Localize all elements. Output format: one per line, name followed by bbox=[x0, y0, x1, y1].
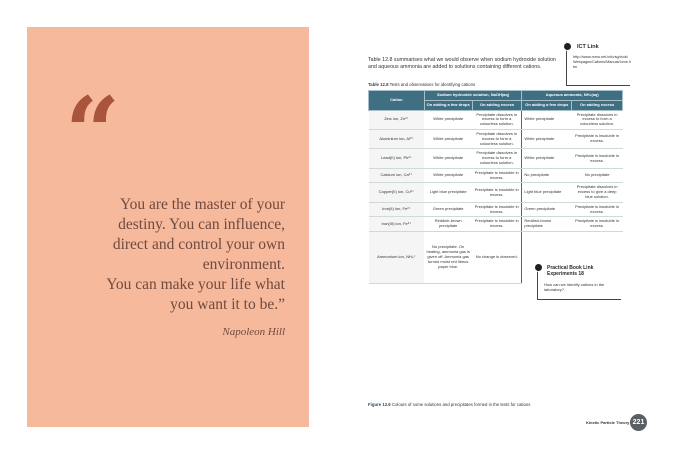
cell-naoh-few: Green precipitate bbox=[424, 202, 472, 217]
practical-title: Practical Book Link Experiments 18 bbox=[547, 265, 594, 277]
ict-title: ICT Link bbox=[577, 44, 599, 50]
cell-naoh-excess: No change is observed. bbox=[472, 231, 522, 283]
quote-line: destiny. You can influence, bbox=[118, 216, 285, 233]
quote-line: you want it to be.” bbox=[170, 296, 285, 313]
quote-text bbox=[45, 195, 285, 315]
page-number: 221 bbox=[630, 414, 647, 431]
cell-naoh-excess: Precipitate is insoluble in excess. bbox=[472, 217, 522, 232]
figure-caption-number: Figure 12.6 bbox=[368, 402, 391, 407]
header-nh3-excess: On adding excess bbox=[572, 100, 623, 110]
cell-nh3-few: No precipitate bbox=[522, 168, 572, 183]
header-nh3-few: On adding a few drops bbox=[522, 100, 572, 110]
cell-naoh-excess: Precipitate is insoluble in excess. bbox=[472, 202, 522, 217]
cell-nh3-excess: Precipitate dissolves in excess to form a colourless solution. bbox=[572, 110, 623, 129]
cell-cation: Iron(II) ion, Fe²⁺ bbox=[369, 202, 425, 217]
table-row bbox=[369, 183, 623, 202]
cell-naoh-few: White precipitate bbox=[424, 168, 472, 183]
table-row bbox=[369, 129, 623, 148]
cell-cation: Lead(II) ion, Pb²⁺ bbox=[369, 149, 425, 168]
cell-nh3-excess: Precipitate is insoluble in excess. bbox=[572, 202, 623, 217]
cell-cation: Ammonium ion, NH₄⁺ bbox=[369, 231, 425, 283]
table-row bbox=[369, 110, 623, 129]
cell-cation: Calcium ion, Ca²⁺ bbox=[369, 168, 425, 183]
cell-naoh-few: Reddish-brown precipitate bbox=[424, 217, 472, 232]
quote-mark: “ bbox=[65, 76, 121, 189]
intro-paragraph: Table 12.8 summarises what we would observe when sodium hydroxide solution and aqueous ammonia are added to solutions containing different cations. bbox=[368, 57, 556, 70]
cell-nh3-excess: No precipitate bbox=[572, 168, 623, 183]
quote-author: Napoleon Hill bbox=[222, 326, 285, 338]
quote-line: You can make your life what bbox=[106, 276, 285, 293]
header-cation: Cation bbox=[369, 91, 425, 111]
cell-naoh-excess: Precipitate is insoluble in excess. bbox=[472, 168, 522, 183]
table-row bbox=[369, 149, 623, 168]
header-nh3: Aqueous ammonia, NH₃(aq) bbox=[522, 91, 623, 101]
table-row bbox=[369, 217, 623, 232]
cell-naoh-few: White precipitate bbox=[424, 129, 472, 148]
cell-nh3-excess: Precipitate is insoluble in excess. bbox=[572, 217, 623, 232]
cell-cation: Zinc ion, Zn²⁺ bbox=[369, 110, 425, 129]
cell-naoh-excess: Precipitate dissolves in excess to form a colourless solution. bbox=[472, 149, 522, 168]
cell-cation: Aluminium ion, Al³⁺ bbox=[369, 129, 425, 148]
header-naoh-few: On adding a few drops bbox=[424, 100, 472, 110]
cell-nh3-excess: Precipitate is insoluble in excess. bbox=[572, 129, 623, 148]
table-row bbox=[369, 168, 623, 183]
cell-nh3-few: White precipitate bbox=[522, 149, 572, 168]
practical-question: How can we identify cations in the laboratory? bbox=[544, 282, 605, 292]
quote-line: You are the master of your bbox=[119, 196, 285, 213]
practical-icon bbox=[534, 263, 543, 272]
cell-naoh-excess: Precipitate is insoluble in excess. bbox=[472, 183, 522, 202]
cell-naoh-excess: Precipitate dissolves in excess to form a colourless solution. bbox=[472, 129, 522, 148]
cell-nh3-few: White precipitate bbox=[522, 110, 572, 129]
header-naoh-excess: On adding excess bbox=[472, 100, 522, 110]
running-head: Kinetic Particle Theory bbox=[586, 420, 630, 425]
cell-cation: Iron(III) ion, Fe³⁺ bbox=[369, 217, 425, 232]
cation-table bbox=[368, 90, 623, 284]
cell-nh3-excess: Precipitate dissolves in excess to give a deep blue solution. bbox=[572, 183, 623, 202]
figure-caption bbox=[368, 402, 530, 407]
cell-naoh-few: No precipitate. On heating, ammonia gas is given off. Ammonia gas turned moist red litmus paper blue. bbox=[424, 231, 472, 283]
ict-url[interactable]: http://www.rsmu.net.info/sg/ctob/Webpages/Cations/Manual/Lime.htm bbox=[573, 55, 631, 69]
figure-caption-text: Colours of some solutions and precipitates formed in the tests for cations bbox=[391, 402, 531, 407]
table-caption-text: Tests and observations for identifying cations bbox=[389, 82, 476, 87]
cell-nh3-few: White precipitate bbox=[522, 129, 572, 148]
cell-nh3-few: Green precipitate bbox=[522, 202, 572, 217]
header-naoh: Sodium hydroxide solution, NaOH(aq) bbox=[424, 91, 522, 101]
quote-line: direct and control your own bbox=[112, 236, 285, 253]
cell-nh3-few: Reddish-brown precipitate bbox=[522, 217, 572, 232]
cell-naoh-few: White precipitate bbox=[424, 149, 472, 168]
cell-naoh-excess: Precipitate dissolves in excess to form a colourless solution. bbox=[472, 110, 522, 129]
cell-nh3-excess: Precipitate is insoluble in excess. bbox=[572, 149, 623, 168]
cell-naoh-few: White precipitate bbox=[424, 110, 472, 129]
cell-naoh-few: Light blue precipitate bbox=[424, 183, 472, 202]
quote-panel bbox=[27, 27, 309, 427]
table-caption bbox=[368, 82, 475, 87]
table-caption-number: Table 12.8 bbox=[368, 82, 389, 87]
cell-cation: Copper(II) ion, Cu²⁺ bbox=[369, 183, 425, 202]
quote-line: environment. bbox=[202, 256, 285, 273]
cell-nh3-few: Light blue precipitate bbox=[522, 183, 572, 202]
table-row bbox=[369, 202, 623, 217]
